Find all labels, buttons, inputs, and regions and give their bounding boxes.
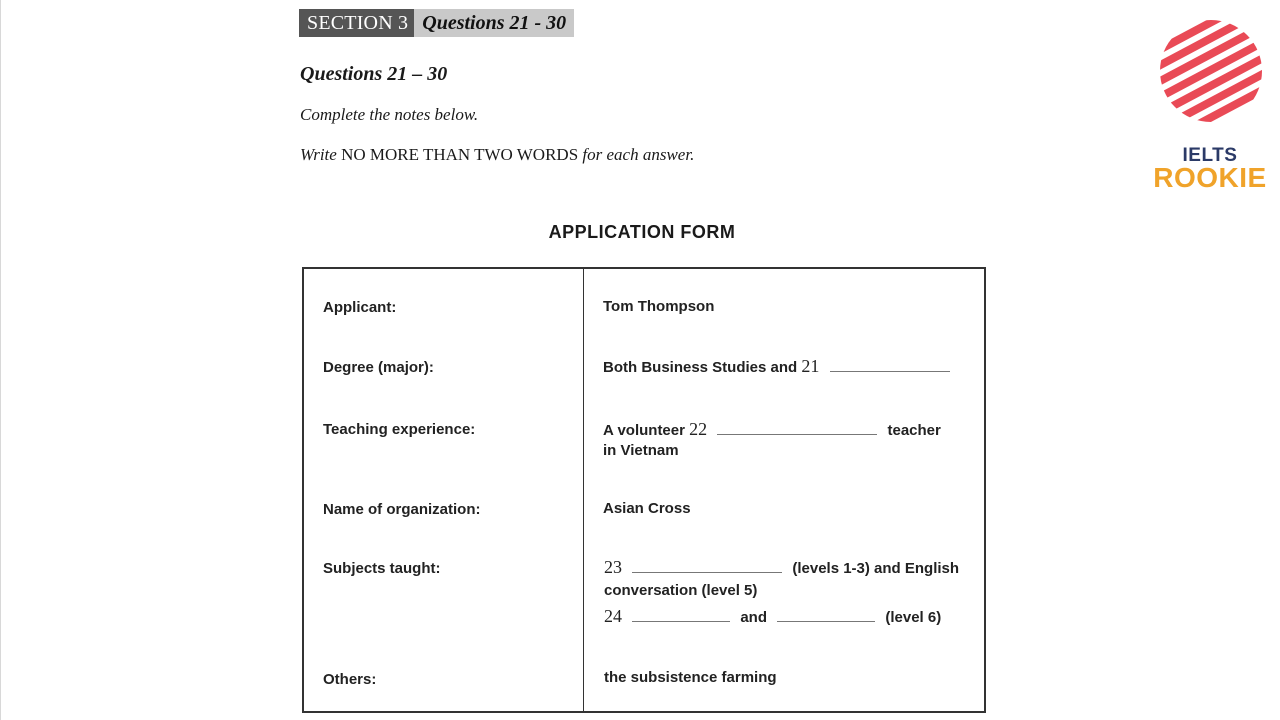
applicant-label: Applicant: xyxy=(323,299,397,316)
subjects-after-23: (levels 1-3) and English xyxy=(792,560,960,577)
page-edge xyxy=(0,0,1,720)
subjects-line3 xyxy=(604,606,959,628)
logo-rookie-text: ROOKIE xyxy=(1153,162,1267,193)
subjects-line2: conversation (level 5) xyxy=(604,582,758,599)
section-label: SECTION 3 xyxy=(299,9,414,37)
teaching-prefix: A volunteer xyxy=(603,422,685,439)
question-number-23: 23 xyxy=(604,557,622,577)
ielts-rookie-logo xyxy=(1150,18,1270,193)
subjects-and: and xyxy=(740,609,768,626)
instruction-word-limit xyxy=(300,145,694,165)
question-number-21: 21 xyxy=(801,356,820,376)
teaching-line2: in Vietnam xyxy=(603,442,679,459)
answer-blank-24a[interactable] xyxy=(632,607,730,622)
organization-value: Asian Cross xyxy=(603,500,691,517)
form-title: APPLICATION FORM xyxy=(548,222,736,242)
teaching-suffix: teacher xyxy=(887,422,941,439)
logo-ielts-text: IELTS xyxy=(1182,145,1238,166)
subjects-value xyxy=(604,557,959,628)
applicant-value: Tom Thompson xyxy=(603,298,715,315)
teaching-experience-label: Teaching experience: xyxy=(323,421,476,438)
questions-heading: Questions 21 – 30 xyxy=(300,63,448,85)
instruction-write: Write xyxy=(300,145,337,164)
organization-label: Name of organization: xyxy=(323,501,481,518)
degree-prefix: Both Business Studies and xyxy=(603,359,798,376)
others-value: the subsistence farming xyxy=(604,669,777,686)
column-divider xyxy=(583,269,584,711)
answer-blank-23[interactable] xyxy=(632,558,782,573)
question-number-22: 22 xyxy=(689,419,708,439)
subjects-line1 xyxy=(604,557,959,579)
answer-blank-24b[interactable] xyxy=(777,607,875,622)
degree-label: Degree (major): xyxy=(323,359,434,376)
answer-blank-21[interactable] xyxy=(830,357,950,372)
others-label: Others: xyxy=(323,671,377,688)
degree-value xyxy=(603,356,950,378)
instruction-complete: Complete the notes below. xyxy=(300,105,479,124)
subjects-after-24: (level 6) xyxy=(885,609,942,626)
teaching-experience-value xyxy=(603,419,941,461)
section-header xyxy=(299,9,574,37)
subjects-label: Subjects taught: xyxy=(323,560,441,577)
striped-circle-icon xyxy=(1158,18,1264,124)
answer-blank-22[interactable] xyxy=(717,420,877,435)
section-questions-range: Questions 21 - 30 xyxy=(414,9,574,37)
question-number-24: 24 xyxy=(604,606,622,626)
application-form-table xyxy=(302,267,986,713)
instruction-word-limit-emphasis: NO MORE THAN TWO WORDS xyxy=(341,145,579,164)
instruction-each-answer: for each answer. xyxy=(582,145,695,164)
